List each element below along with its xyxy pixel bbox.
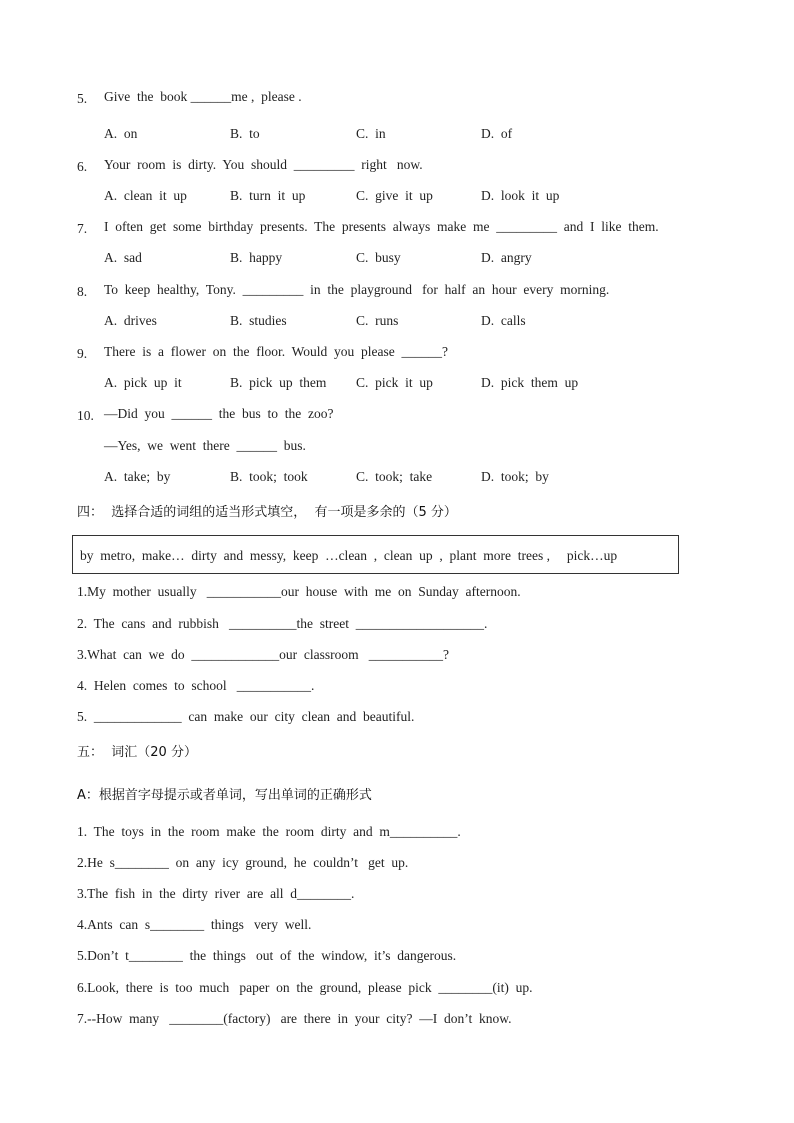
fill-item: 3.What can we do _____________our classroom ___________? [77, 647, 449, 662]
vocab-item: 6.Look, there is too much paper on the ground, please pick ________(it) up. [77, 980, 533, 995]
vocab-item: 1. The toys in the room make the room dirty and m__________. [77, 824, 461, 839]
question-number: 8. [77, 284, 88, 299]
section-5a-subheading: A：根据首字母提示或者单词，写出单词的正确形式 [77, 788, 372, 803]
option-b: B. to [230, 126, 260, 141]
option-a: A. clean it up [104, 188, 187, 203]
option-a: A. on [104, 126, 138, 141]
section-4-heading: 四： 选择合适的词组的适当形式填空， 有一项是多余的（5 分） [77, 505, 457, 520]
word-bank-box [72, 535, 679, 574]
option-d: D. angry [481, 250, 532, 265]
option-d: D. look it up [481, 188, 560, 203]
option-b: B. took; took [230, 469, 308, 484]
option-a: A. sad [104, 250, 142, 265]
vocab-item: 2.He s________ on any icy ground, he couldn’t get up. [77, 855, 409, 870]
question-number: 6. [77, 159, 88, 174]
fill-item: 4. Helen comes to school ___________. [77, 678, 315, 693]
option-d: D. pick them up [481, 375, 579, 390]
option-d: D. calls [481, 313, 526, 328]
fill-item: 5. _____________ can make our city clean and beautiful. [77, 709, 415, 724]
question-stem: I often get some birthday presents. The presents always make me _________ and I like them. [104, 219, 659, 234]
fill-item: 1.My mother usually ___________our house with me on Sunday afternoon. [77, 584, 521, 599]
option-d: D. of [481, 126, 513, 141]
option-b: B. turn it up [230, 188, 306, 203]
option-c: C. took; take [356, 469, 433, 484]
question-stem: —Did you ______ the bus to the zoo? [104, 406, 334, 421]
question-stem: Give the book ______me , please . [104, 89, 302, 104]
word-bank: by metro, make… dirty and messy, keep …clean , clean up , plant more trees , pick…up [80, 548, 618, 563]
question-stem: There is a flower on the floor. Would you please ______? [104, 344, 448, 359]
question-stem: To keep healthy, Tony. _________ in the playground for half an hour every morning. [104, 282, 610, 297]
option-a: A. drives [104, 313, 157, 328]
option-a: A. take; by [104, 469, 171, 484]
question-number: 7. [77, 221, 88, 236]
option-b: B. pick up them [230, 375, 327, 390]
option-c: C. runs [356, 313, 399, 328]
section-5-heading: 五： 词汇（20 分） [77, 745, 197, 760]
question-stem-reply: —Yes, we went there ______ bus. [104, 438, 306, 453]
fill-item: 2. The cans and rubbish __________the street ___________________. [77, 616, 488, 631]
vocab-item: 3.The fish in the dirty river are all d________. [77, 886, 355, 901]
question-number: 10. [77, 408, 94, 423]
option-c: C. give it up [356, 188, 433, 203]
option-a: A. pick up it [104, 375, 182, 390]
question-number: 9. [77, 346, 88, 361]
vocab-item: 5.Don’t t________ the things out of the window, it’s dangerous. [77, 948, 457, 963]
option-b: B. studies [230, 313, 287, 328]
vocab-item: 7.--How many ________(factory) are there in your city? —I don’t know. [77, 1011, 512, 1026]
question-stem: Your room is dirty. You should _________ right now. [104, 157, 423, 172]
vocab-item: 4.Ants can s________ things very well. [77, 917, 312, 932]
option-c: C. pick it up [356, 375, 433, 390]
option-b: B. happy [230, 250, 283, 265]
option-c: C. busy [356, 250, 401, 265]
question-number: 5. [77, 91, 88, 106]
option-c: C. in [356, 126, 386, 141]
option-d: D. took; by [481, 469, 549, 484]
